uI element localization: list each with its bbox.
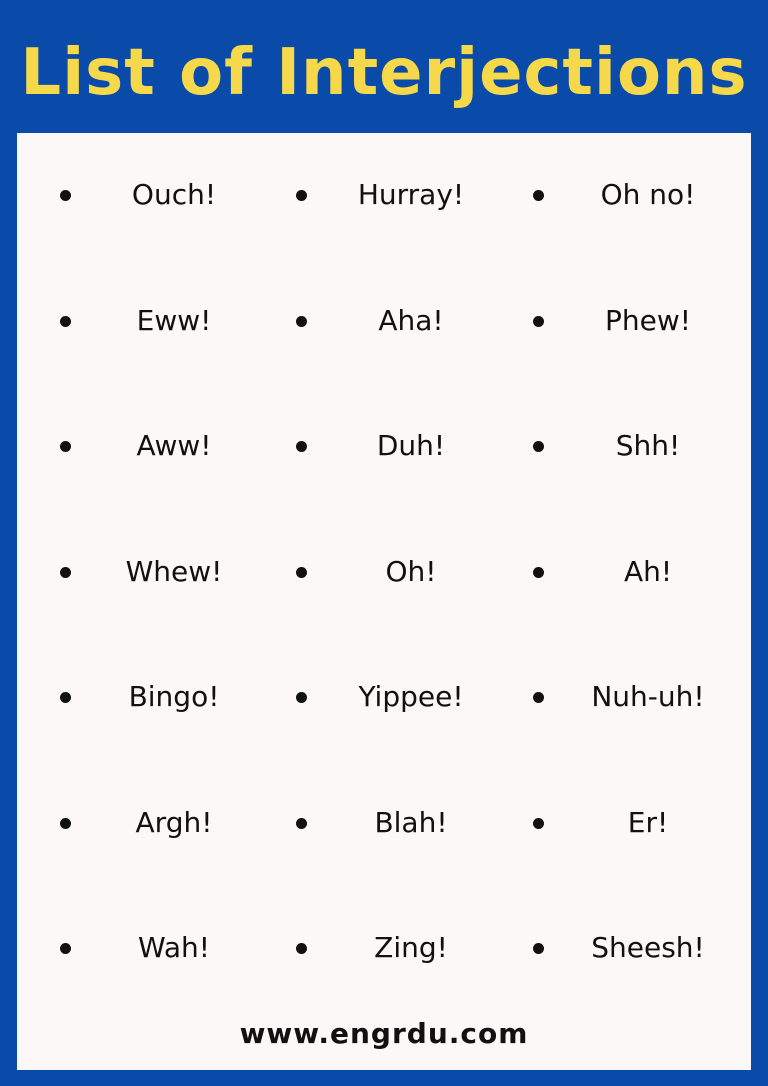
interjection-text: Sheesh! — [591, 931, 705, 964]
interjection-text: Oh no! — [600, 178, 696, 211]
interjection-text: Shh! — [615, 429, 681, 462]
interjection-text: Phew! — [605, 303, 691, 337]
page-title: List of Interjections — [20, 36, 748, 110]
website-footer: www.engrdu.com — [239, 1017, 529, 1050]
interjection-text: Nuh-uh! — [591, 680, 705, 713]
bullet-icon — [533, 441, 544, 452]
interjection-text: Aha! — [378, 303, 444, 337]
interjection-text: Argh! — [135, 805, 213, 839]
bullet-icon — [60, 190, 71, 201]
list-row — [17, 291, 751, 351]
bullet-icon — [533, 567, 544, 578]
list-row — [17, 793, 751, 853]
interjection-text: Ouch! — [131, 178, 217, 211]
list-row — [17, 667, 751, 727]
interjection-text: Wah! — [137, 931, 211, 964]
list-row — [17, 918, 751, 978]
list-row — [17, 165, 751, 225]
bullet-icon — [296, 692, 307, 703]
interjection-text: Duh! — [376, 429, 446, 462]
bullet-icon — [60, 441, 71, 452]
bullet-icon — [296, 567, 307, 578]
interjection-text: Blah! — [374, 805, 448, 839]
bullet-icon — [296, 818, 307, 829]
interjection-card — [17, 133, 751, 1070]
list-row — [17, 542, 751, 602]
interjection-text: Yippee! — [358, 680, 464, 713]
bullet-icon — [296, 441, 307, 452]
bullet-icon — [60, 316, 71, 327]
interjection-text: Ah! — [623, 554, 673, 588]
bullet-icon — [533, 818, 544, 829]
bullet-icon — [296, 190, 307, 201]
interjection-text: Er! — [627, 805, 669, 839]
bullet-icon — [533, 692, 544, 703]
bullet-icon — [296, 316, 307, 327]
interjection-text: Eww! — [136, 303, 212, 337]
bullet-icon — [533, 316, 544, 327]
list-row — [17, 416, 751, 476]
interjection-text: Bingo! — [128, 680, 220, 713]
bullet-icon — [296, 943, 307, 954]
interjection-text: Oh! — [385, 554, 437, 588]
bullet-icon — [60, 567, 71, 578]
interjection-text: Hurray! — [357, 178, 465, 211]
bullet-icon — [533, 943, 544, 954]
bullet-icon — [60, 943, 71, 954]
interjection-text: Zing! — [374, 931, 448, 964]
bullet-icon — [60, 818, 71, 829]
interjection-text: Whew! — [125, 554, 223, 588]
bullet-icon — [60, 692, 71, 703]
bullet-icon — [533, 190, 544, 201]
interjection-text: Aww! — [136, 429, 212, 462]
